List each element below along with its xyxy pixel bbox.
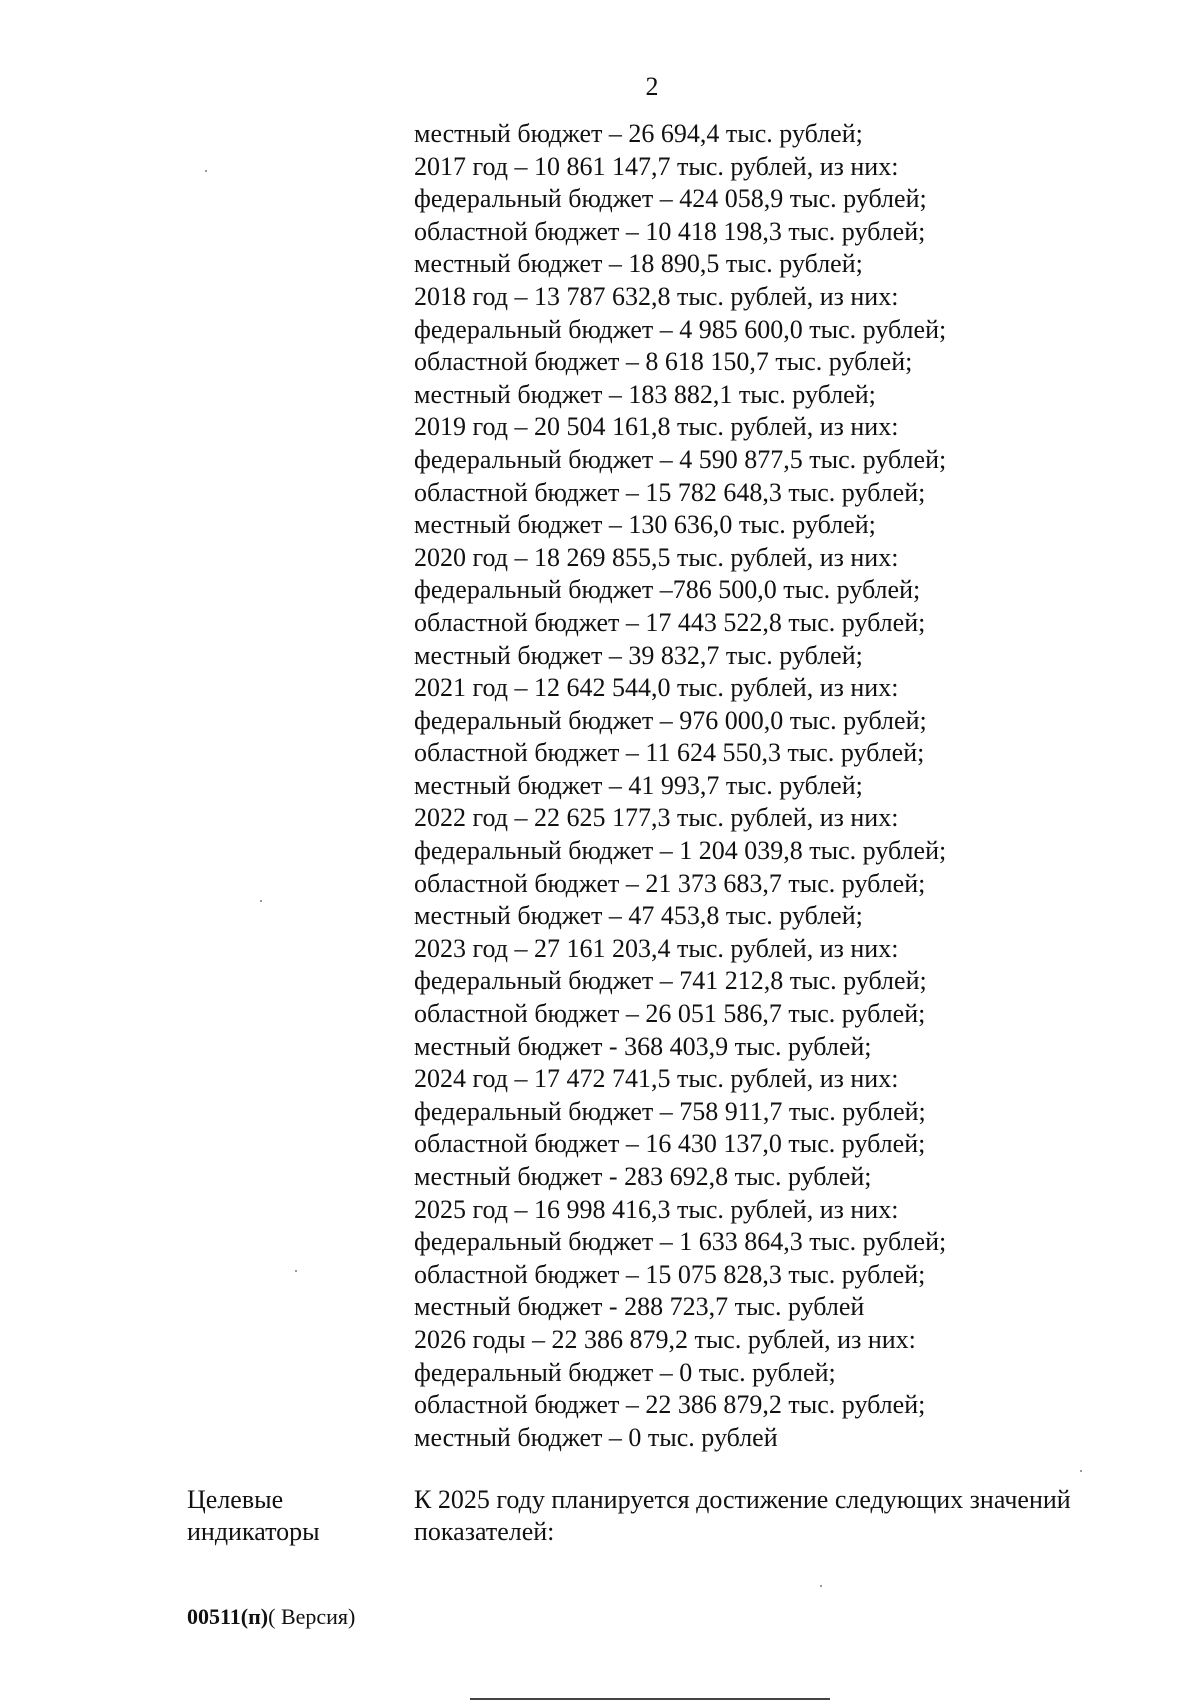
- document-footer: [187, 1604, 355, 1630]
- funding-line: федеральный бюджет – 4 590 877,5 тыс. рублей;: [414, 444, 947, 474]
- document-version: ( Версия): [268, 1604, 356, 1629]
- funding-line: местный бюджет – 47 453,8 тыс. рублей;: [414, 901, 863, 931]
- funding-line: 2025 год – 16 998 416,3 тыс. рублей, из них:: [414, 1194, 899, 1224]
- funding-line: 2026 годы – 22 386 879,2 тыс. рублей, из них:: [414, 1324, 916, 1354]
- funding-line: областной бюджет – 15 782 648,3 тыс. рублей;: [414, 477, 926, 507]
- funding-line: областной бюджет – 22 386 879,2 тыс. рублей;: [414, 1390, 926, 1420]
- funding-line: местный бюджет - 288 723,7 тыс. рублей: [414, 1292, 865, 1322]
- funding-line: местный бюджет – 0 тыс. рублей: [414, 1422, 778, 1452]
- funding-line: федеральный бюджет – 758 911,7 тыс. рублей;: [414, 1096, 926, 1126]
- funding-line: областной бюджет – 16 430 137,0 тыс. рублей;: [414, 1129, 926, 1159]
- funding-line: 2022 год – 22 625 177,3 тыс. рублей, из них:: [414, 803, 899, 833]
- scan-speck: [1080, 1470, 1082, 1472]
- funding-line: федеральный бюджет – 1 633 864,3 тыс. рублей;: [414, 1227, 947, 1257]
- funding-line: местный бюджет – 26 694,4 тыс. рублей;: [414, 119, 863, 148]
- indicators-label-line1: Целевые: [187, 1485, 284, 1514]
- funding-line: федеральный бюджет – 976 000,0 тыс. рублей;: [414, 705, 927, 735]
- funding-line: федеральный бюджет – 4 985 600,0 тыс. рублей;: [414, 314, 947, 344]
- funding-line: областной бюджет – 8 618 150,7 тыс. рублей;: [414, 347, 913, 377]
- funding-line: 2023 год – 27 161 203,4 тыс. рублей, из них:: [414, 933, 899, 963]
- funding-line: областной бюджет – 15 075 828,3 тыс. рублей;: [414, 1259, 926, 1289]
- indicators-label: [187, 1484, 320, 1548]
- funding-line: областной бюджет – 21 373 683,7 тыс. рублей;: [414, 868, 926, 898]
- funding-line: местный бюджет – 18 890,5 тыс. рублей;: [414, 249, 863, 279]
- funding-line: местный бюджет - 368 403,9 тыс. рублей;: [414, 1031, 872, 1061]
- funding-line: областной бюджет – 10 418 198,3 тыс. рублей;: [414, 216, 926, 246]
- funding-line: местный бюджет – 39 832,7 тыс. рублей;: [414, 640, 863, 670]
- funding-line: областной бюджет – 26 051 586,7 тыс. рублей;: [414, 999, 926, 1029]
- page-number: 2: [645, 72, 659, 101]
- funding-line: 2019 год – 20 504 161,8 тыс. рублей, из них:: [414, 412, 899, 442]
- funding-line: федеральный бюджет – 424 058,9 тыс. рублей;: [414, 184, 927, 214]
- funding-line: местный бюджет – 41 993,7 тыс. рублей;: [414, 770, 863, 800]
- funding-line: федеральный бюджет – 0 тыс. рублей;: [414, 1357, 836, 1387]
- funding-line: областной бюджет – 11 624 550,3 тыс. рублей;: [414, 738, 925, 768]
- funding-line: 2017 год – 10 861 147,7 тыс. рублей, из них:: [414, 151, 899, 181]
- funding-line: 2021 год – 12 642 544,0 тыс. рублей, из них:: [414, 673, 899, 703]
- funding-lines-list: [414, 118, 946, 1454]
- funding-line: федеральный бюджет – 741 212,8 тыс. рублей;: [414, 966, 927, 996]
- scan-speck: [205, 170, 207, 172]
- funding-line: местный бюджет – 183 882,1 тыс. рублей;: [414, 379, 876, 409]
- funding-line: 2020 год – 18 269 855,5 тыс. рублей, из них:: [414, 542, 899, 572]
- funding-line: федеральный бюджет – 1 204 039,8 тыс. рублей;: [414, 836, 947, 866]
- scan-speck: [820, 1585, 822, 1587]
- funding-line: 2018 год – 13 787 632,8 тыс. рублей, из них:: [414, 281, 899, 311]
- indicators-text: К 2025 году планируется достижение следующих значений показателей:: [414, 1485, 1071, 1546]
- scan-speck: [295, 1270, 297, 1272]
- scan-edge-line: [470, 1698, 830, 1700]
- funding-line: федеральный бюджет –786 500,0 тыс. рублей;: [414, 575, 921, 605]
- funding-line: областной бюджет – 17 443 522,8 тыс. рублей;: [414, 607, 926, 637]
- scan-speck: [260, 900, 262, 902]
- funding-line: местный бюджет - 283 692,8 тыс. рублей;: [414, 1162, 872, 1191]
- funding-line: местный бюджет – 130 636,0 тыс. рублей;: [414, 510, 876, 540]
- document-code: 00511(п): [187, 1604, 269, 1629]
- indicators-label-line2: индикаторы: [187, 1517, 320, 1546]
- funding-line: 2024 год – 17 472 741,5 тыс. рублей, из них:: [414, 1064, 899, 1094]
